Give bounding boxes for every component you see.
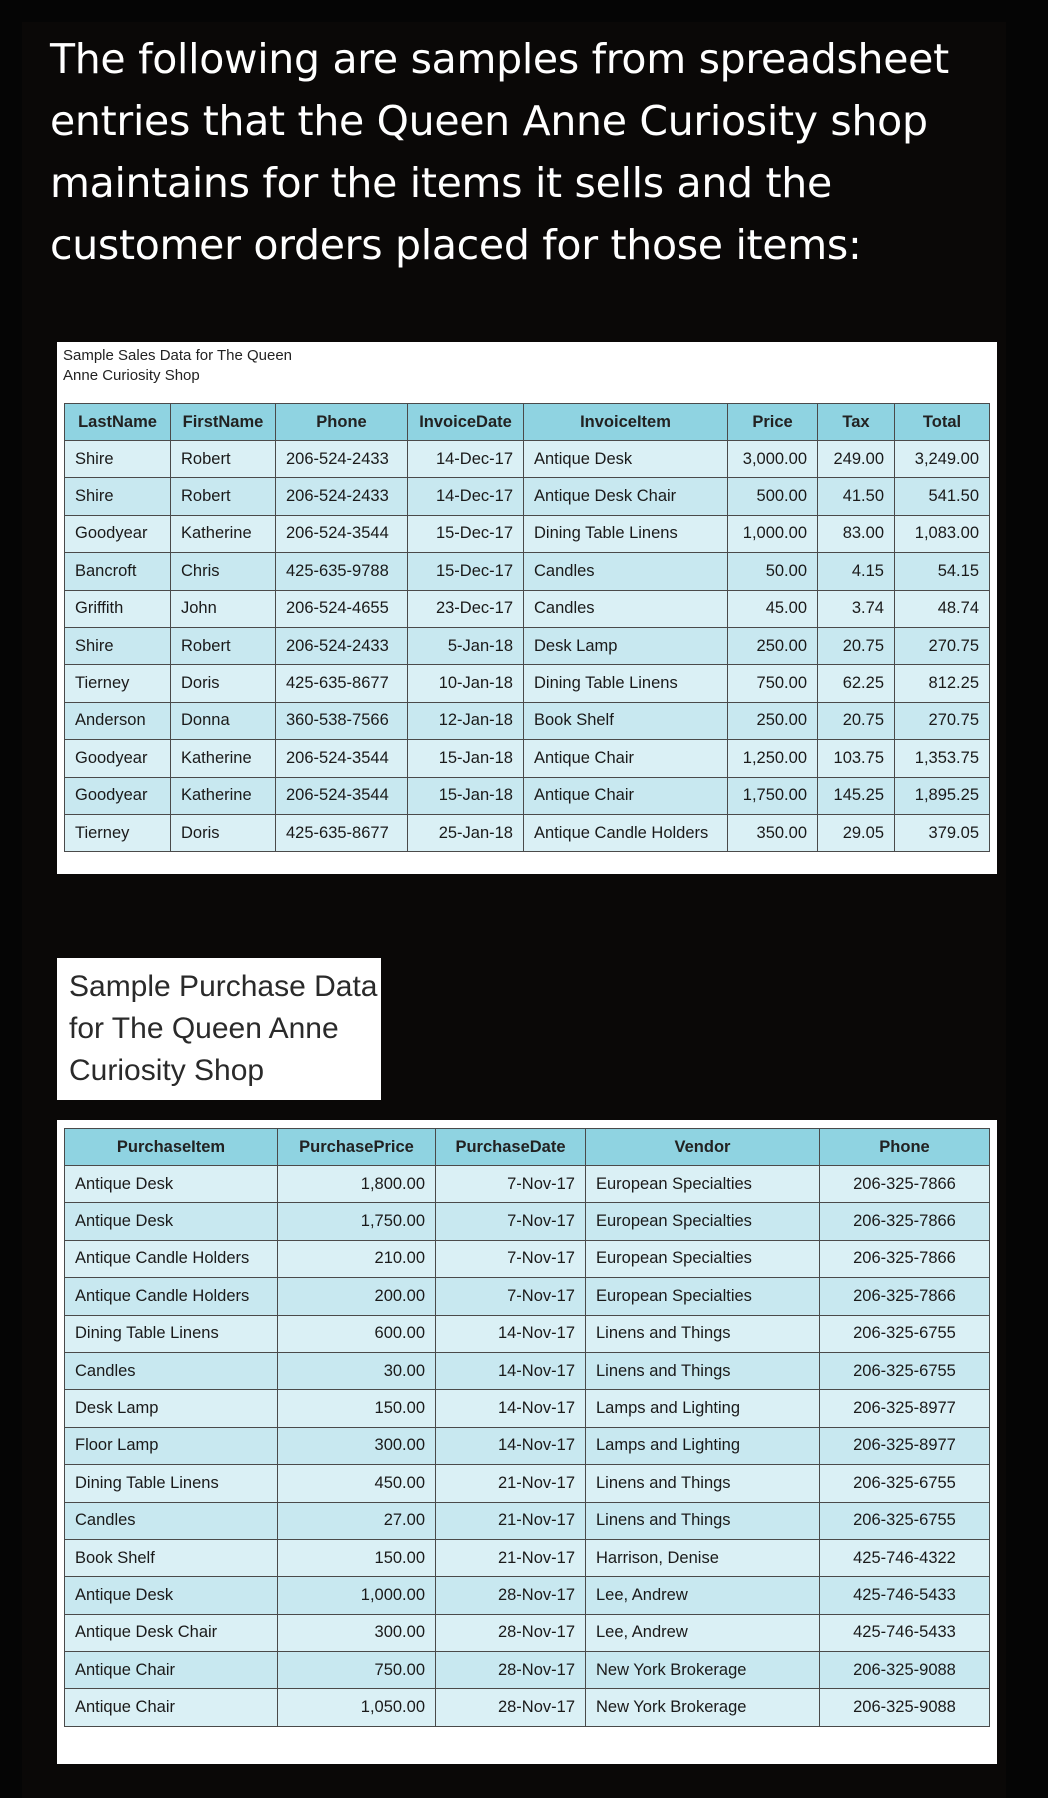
table-cell: Goodyear <box>65 777 171 814</box>
table-cell: Desk Lamp <box>524 627 728 664</box>
sales-body <box>65 441 990 852</box>
table-cell: 1,895.25 <box>895 777 990 814</box>
table-cell: 270.75 <box>895 702 990 739</box>
table-cell: 270.75 <box>895 627 990 664</box>
table-cell: Antique Desk <box>65 1203 278 1240</box>
table-cell: Shire <box>65 627 171 664</box>
table-cell: 206-325-8977 <box>820 1390 990 1427</box>
table-row <box>65 590 990 627</box>
table-cell: 249.00 <box>818 441 895 478</box>
table-cell: 28-Nov-17 <box>436 1652 586 1689</box>
table-cell: 206-325-8977 <box>820 1427 990 1464</box>
table-cell: Antique Chair <box>65 1652 278 1689</box>
table-cell: 21-Nov-17 <box>436 1502 586 1539</box>
table-cell: 28-Nov-17 <box>436 1614 586 1651</box>
table-cell: Goodyear <box>65 515 171 552</box>
table-cell: 450.00 <box>278 1465 436 1502</box>
column-header: PurchasePrice <box>278 1129 436 1166</box>
table-cell: Griffith <box>65 590 171 627</box>
table-cell: 812.25 <box>895 665 990 702</box>
column-header: LastName <box>65 404 171 441</box>
column-header: Phone <box>820 1129 990 1166</box>
table-row <box>65 1465 990 1502</box>
table-cell: 250.00 <box>728 702 818 739</box>
table-cell: Antique Chair <box>524 740 728 777</box>
table-cell: 15-Dec-17 <box>408 515 524 552</box>
table-cell: 103.75 <box>818 740 895 777</box>
table-row <box>65 1689 990 1726</box>
table-cell: John <box>171 590 276 627</box>
table-cell: 206-325-7866 <box>820 1278 990 1315</box>
table-cell: 83.00 <box>818 515 895 552</box>
table-cell: 23-Dec-17 <box>408 590 524 627</box>
table-cell: 14-Nov-17 <box>436 1390 586 1427</box>
table-cell: Lamps and Lighting <box>586 1390 820 1427</box>
table-cell: 1,750.00 <box>278 1203 436 1240</box>
table-cell: 210.00 <box>278 1240 436 1277</box>
purchase-caption: Sample Purchase Data for The Queen Anne Curiosity Shop <box>69 970 378 1087</box>
table-cell: Antique Candle Holders <box>65 1278 278 1315</box>
table-row <box>65 553 990 590</box>
table-cell: 21-Nov-17 <box>436 1465 586 1502</box>
table-cell: 206-524-3544 <box>276 740 408 777</box>
table-cell: 750.00 <box>278 1652 436 1689</box>
table-row <box>65 1614 990 1651</box>
table-cell: 206-325-7866 <box>820 1203 990 1240</box>
table-cell: Doris <box>171 665 276 702</box>
table-cell: Robert <box>171 478 276 515</box>
table-cell: Anderson <box>65 702 171 739</box>
table-cell: Doris <box>171 814 276 851</box>
table-cell: 28-Nov-17 <box>436 1577 586 1614</box>
table-cell: Tierney <box>65 665 171 702</box>
table-row <box>65 1240 990 1277</box>
table-cell: Candles <box>65 1352 278 1389</box>
table-row <box>65 665 990 702</box>
table-cell: 379.05 <box>895 814 990 851</box>
table-cell: 206-524-2433 <box>276 627 408 664</box>
column-header: Total <box>895 404 990 441</box>
table-cell: 206-524-2433 <box>276 478 408 515</box>
table-cell: 4.15 <box>818 553 895 590</box>
table-cell: 350.00 <box>728 814 818 851</box>
column-header: FirstName <box>171 404 276 441</box>
table-cell: European Specialties <box>586 1166 820 1203</box>
table-row <box>65 777 990 814</box>
table-row <box>65 1502 990 1539</box>
table-cell: New York Brokerage <box>586 1689 820 1726</box>
table-cell: 10-Jan-18 <box>408 665 524 702</box>
table-cell: European Specialties <box>586 1203 820 1240</box>
table-cell: 1,000.00 <box>278 1577 436 1614</box>
table-cell: Robert <box>171 441 276 478</box>
table-cell: Lamps and Lighting <box>586 1427 820 1464</box>
table-cell: European Specialties <box>586 1240 820 1277</box>
column-header: Price <box>728 404 818 441</box>
table-cell: Shire <box>65 478 171 515</box>
table-cell: Antique Candle Holders <box>524 814 728 851</box>
table-cell: 300.00 <box>278 1427 436 1464</box>
table-cell: 206-524-3544 <box>276 777 408 814</box>
table-cell: 25-Jan-18 <box>408 814 524 851</box>
table-cell: 20.75 <box>818 702 895 739</box>
table-cell: Dining Table Linens <box>65 1465 278 1502</box>
table-cell: 1,000.00 <box>728 515 818 552</box>
table-cell: 12-Jan-18 <box>408 702 524 739</box>
table-cell: 150.00 <box>278 1390 436 1427</box>
sales-header-row <box>65 404 990 441</box>
table-cell: 27.00 <box>278 1502 436 1539</box>
table-cell: 206-325-6755 <box>820 1465 990 1502</box>
table-cell: 206-325-7866 <box>820 1166 990 1203</box>
table-cell: 48.74 <box>895 590 990 627</box>
table-cell: 425-635-8677 <box>276 665 408 702</box>
table-row <box>65 1352 990 1389</box>
column-header: Phone <box>276 404 408 441</box>
table-cell: 425-635-8677 <box>276 814 408 851</box>
table-cell: Antique Candle Holders <box>65 1240 278 1277</box>
intro-text: The following are samples from spreadsheet entries that the Queen Anne Curiosity shop maintains for the items it sells and the customer orders placed for those items: <box>50 35 949 269</box>
table-row <box>65 1427 990 1464</box>
table-cell: 50.00 <box>728 553 818 590</box>
table-cell: 425-746-5433 <box>820 1614 990 1651</box>
table-row <box>65 814 990 851</box>
table-cell: 3,249.00 <box>895 441 990 478</box>
table-cell: 425-746-4322 <box>820 1539 990 1576</box>
table-cell: 206-325-6755 <box>820 1502 990 1539</box>
table-cell: 20.75 <box>818 627 895 664</box>
table-cell: 14-Nov-17 <box>436 1427 586 1464</box>
table-cell: 541.50 <box>895 478 990 515</box>
table-cell: Antique Desk Chair <box>524 478 728 515</box>
table-cell: Antique Desk <box>65 1166 278 1203</box>
table-row <box>65 1315 990 1352</box>
table-cell: Antique Desk Chair <box>65 1614 278 1651</box>
table-cell: Antique Desk <box>65 1577 278 1614</box>
table-cell: 206-325-9088 <box>820 1689 990 1726</box>
table-cell: Linens and Things <box>586 1352 820 1389</box>
table-cell: Lee, Andrew <box>586 1614 820 1651</box>
table-cell: 300.00 <box>278 1614 436 1651</box>
table-row <box>65 1539 990 1576</box>
table-cell: Goodyear <box>65 740 171 777</box>
table-cell: Candles <box>524 590 728 627</box>
table-cell: 425-635-9788 <box>276 553 408 590</box>
table-cell: 250.00 <box>728 627 818 664</box>
table-row <box>65 441 990 478</box>
table-cell: New York Brokerage <box>586 1652 820 1689</box>
table-cell: Katherine <box>171 777 276 814</box>
table-cell: 62.25 <box>818 665 895 702</box>
table-cell: 1,353.75 <box>895 740 990 777</box>
table-cell: 14-Nov-17 <box>436 1352 586 1389</box>
purchase-panel <box>57 1120 997 1764</box>
table-cell: Book Shelf <box>65 1539 278 1576</box>
table-cell: Book Shelf <box>524 702 728 739</box>
table-row <box>65 1652 990 1689</box>
table-cell: Harrison, Denise <box>586 1539 820 1576</box>
table-cell: Lee, Andrew <box>586 1577 820 1614</box>
table-cell: 1,250.00 <box>728 740 818 777</box>
table-cell: 600.00 <box>278 1315 436 1352</box>
table-cell: 206-524-4655 <box>276 590 408 627</box>
table-cell: 206-325-6755 <box>820 1352 990 1389</box>
table-cell: Antique Chair <box>65 1689 278 1726</box>
table-cell: Candles <box>65 1502 278 1539</box>
table-cell: 21-Nov-17 <box>436 1539 586 1576</box>
column-header: PurchaseItem <box>65 1129 278 1166</box>
table-row <box>65 627 990 664</box>
table-cell: Donna <box>171 702 276 739</box>
table-cell: Dining Table Linens <box>524 665 728 702</box>
purchase-body <box>65 1166 990 1727</box>
table-cell: 30.00 <box>278 1352 436 1389</box>
table-cell: 45.00 <box>728 590 818 627</box>
table-cell: Floor Lamp <box>65 1427 278 1464</box>
table-cell: Chris <box>171 553 276 590</box>
table-cell: 360-538-7566 <box>276 702 408 739</box>
table-cell: 3.74 <box>818 590 895 627</box>
table-cell: 3,000.00 <box>728 441 818 478</box>
table-cell: Katherine <box>171 740 276 777</box>
sales-table <box>64 403 990 852</box>
table-cell: 206-524-2433 <box>276 441 408 478</box>
table-cell: 150.00 <box>278 1539 436 1576</box>
table-cell: 500.00 <box>728 478 818 515</box>
column-header: InvoiceItem <box>524 404 728 441</box>
sales-caption: Sample Sales Data for The Queen Anne Curiosity Shop <box>63 347 293 384</box>
table-row <box>65 1577 990 1614</box>
table-cell: 145.25 <box>818 777 895 814</box>
table-cell: 15-Dec-17 <box>408 553 524 590</box>
table-cell: Bancroft <box>65 553 171 590</box>
table-cell: 28-Nov-17 <box>436 1689 586 1726</box>
table-cell: 206-325-6755 <box>820 1315 990 1352</box>
table-cell: 200.00 <box>278 1278 436 1315</box>
table-cell: 206-325-9088 <box>820 1652 990 1689</box>
table-cell: 29.05 <box>818 814 895 851</box>
table-cell: 14-Dec-17 <box>408 478 524 515</box>
table-cell: European Specialties <box>586 1278 820 1315</box>
table-cell: Candles <box>524 553 728 590</box>
table-cell: 5-Jan-18 <box>408 627 524 664</box>
table-cell: 14-Nov-17 <box>436 1315 586 1352</box>
table-row <box>65 740 990 777</box>
table-cell: Dining Table Linens <box>65 1315 278 1352</box>
table-cell: 750.00 <box>728 665 818 702</box>
table-cell: Antique Chair <box>524 777 728 814</box>
table-row <box>65 515 990 552</box>
purchase-header-row <box>65 1129 990 1166</box>
column-header: InvoiceDate <box>408 404 524 441</box>
table-row <box>65 1278 990 1315</box>
table-cell: Katherine <box>171 515 276 552</box>
table-row <box>65 1203 990 1240</box>
sales-panel <box>57 342 997 874</box>
table-row <box>65 702 990 739</box>
table-row <box>65 1166 990 1203</box>
table-cell: 41.50 <box>818 478 895 515</box>
table-cell: 206-325-7866 <box>820 1240 990 1277</box>
column-header: Tax <box>818 404 895 441</box>
purchase-caption-panel <box>57 958 381 1100</box>
table-cell: Linens and Things <box>586 1465 820 1502</box>
table-cell: 14-Dec-17 <box>408 441 524 478</box>
table-cell: Shire <box>65 441 171 478</box>
table-cell: Desk Lamp <box>65 1390 278 1427</box>
table-cell: Tierney <box>65 814 171 851</box>
table-cell: 1,750.00 <box>728 777 818 814</box>
table-cell: Robert <box>171 627 276 664</box>
table-row <box>65 478 990 515</box>
table-cell: 425-746-5433 <box>820 1577 990 1614</box>
table-cell: 7-Nov-17 <box>436 1203 586 1240</box>
table-cell: 7-Nov-17 <box>436 1240 586 1277</box>
table-cell: 54.15 <box>895 553 990 590</box>
table-cell: 1,083.00 <box>895 515 990 552</box>
table-cell: 1,050.00 <box>278 1689 436 1726</box>
table-cell: 15-Jan-18 <box>408 740 524 777</box>
table-cell: Antique Desk <box>524 441 728 478</box>
table-cell: Dining Table Linens <box>524 515 728 552</box>
table-cell: 1,800.00 <box>278 1166 436 1203</box>
table-cell: 7-Nov-17 <box>436 1278 586 1315</box>
table-cell: Linens and Things <box>586 1315 820 1352</box>
purchase-table <box>64 1128 990 1727</box>
table-cell: 15-Jan-18 <box>408 777 524 814</box>
table-row <box>65 1390 990 1427</box>
column-header: PurchaseDate <box>436 1129 586 1166</box>
table-cell: 206-524-3544 <box>276 515 408 552</box>
table-cell: Linens and Things <box>586 1502 820 1539</box>
table-cell: 7-Nov-17 <box>436 1166 586 1203</box>
column-header: Vendor <box>586 1129 820 1166</box>
